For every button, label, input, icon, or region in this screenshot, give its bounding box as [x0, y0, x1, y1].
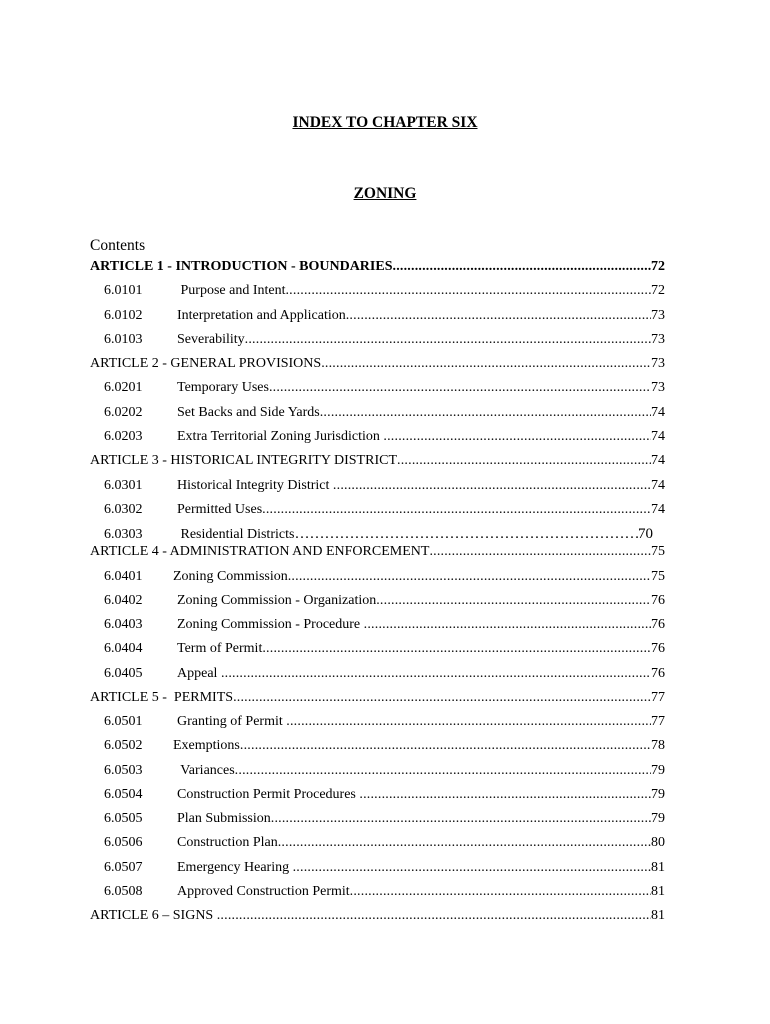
toc-section-6-0202: 6.0202 Set Backs and Side Yards ..... 74: [90, 405, 665, 423]
toc-section-6-0303: 6.0303 Residential Districts ………………………………………………………………………………………… 70: [90, 526, 653, 544]
toc-section-6-0503: 6.0503 Variances ..... 79: [90, 763, 665, 781]
toc-section-6-0507: 6.0507 Emergency Hearing ..... 81: [90, 860, 665, 878]
toc-section-6-0404: 6.0404 Term of Permit ..... 76: [90, 641, 665, 659]
toc-section-6-0401: 6.0401 Zoning Commission ..... 75: [90, 569, 665, 587]
toc-article-3: ARTICLE 3 - HISTORICAL INTEGRITY DISTRICT ..... 74: [90, 453, 665, 471]
chapter-title: ZONING: [353, 185, 417, 202]
toc-article-2: ARTICLE 2 - GENERAL PROVISIONS ..... 73: [90, 356, 665, 374]
toc-article-1: ARTICLE 1 - INTRODUCTION - BOUNDARIES ..... 72: [90, 259, 665, 277]
toc-section-6-0201: 6.0201 Temporary Uses ..... 73: [90, 380, 665, 398]
toc-section-6-0102: 6.0102 Interpretation and Application ..... 73: [90, 308, 665, 326]
contents-heading: Contents: [90, 237, 146, 254]
index-title: INDEX TO CHAPTER SIX: [292, 114, 478, 131]
toc-section-6-0101: 6.0101 Purpose and Intent ..... 72: [90, 283, 665, 301]
toc-section-6-0403: 6.0403 Zoning Commission - Procedure ..... 76: [90, 617, 665, 635]
toc-article-4: ARTICLE 4 - ADMINISTRATION AND ENFORCEMENT ..... 75: [90, 544, 665, 562]
toc-article-5: ARTICLE 5 - PERMITS ..... 77: [90, 690, 665, 708]
toc-article-6: ARTICLE 6 – SIGNS ..... 81: [90, 908, 665, 926]
toc-section-6-0506: 6.0506 Construction Plan ..... 80: [90, 835, 665, 853]
toc-section-6-0502: 6.0502 Exemptions ..... 78: [90, 738, 665, 756]
toc-section-6-0103: 6.0103 Severability ..... 73: [90, 332, 665, 350]
toc-section-6-0405: 6.0405 Appeal ..... 76: [90, 666, 665, 684]
toc-section-6-0301: 6.0301 Historical Integrity District ..... 74: [90, 478, 665, 496]
toc-section-6-0402: 6.0402 Zoning Commission - Organization ..... 76: [90, 593, 665, 611]
toc-section-6-0504: 6.0504 Construction Permit Procedures ..... 79: [90, 787, 665, 805]
toc-section-6-0508: 6.0508 Approved Construction Permit ..... 81: [90, 884, 665, 902]
toc-section-6-0501: 6.0501 Granting of Permit ..... 77: [90, 714, 665, 732]
toc-section-6-0505: 6.0505 Plan Submission ..... 79: [90, 811, 665, 829]
toc-section-6-0203: 6.0203 Extra Territorial Zoning Jurisdiction ..... 74: [90, 429, 665, 447]
toc-section-6-0302: 6.0302 Permitted Uses ..... 74: [90, 502, 665, 520]
